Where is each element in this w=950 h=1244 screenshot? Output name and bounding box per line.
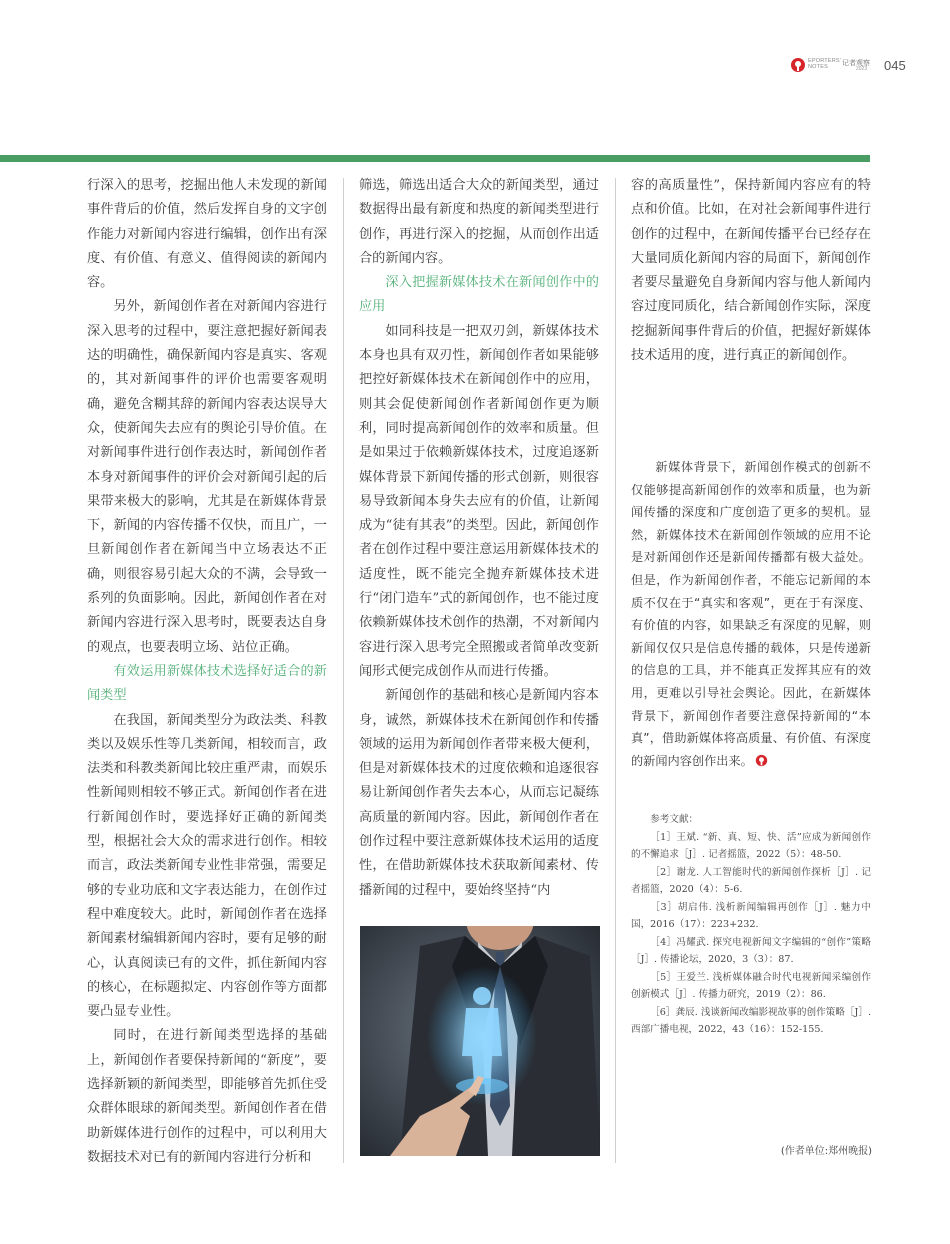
column-divider	[615, 178, 616, 1163]
conclusion-block	[631, 456, 871, 772]
paragraph: 同时，在进行新闻类型选择的基础上，新闻创作者要保持新闻的“新度”，要选择新颖的新闻类型，即能够首先抓住受众群体眼球的新闻类型。新闻创作者在借助新媒体进行创作的过程中，可以利用大数据技术对已有的新闻内容进行分析和	[87, 1028, 327, 1165]
section-heading: 有效运用新媒体技术选择好适合的新闻类型	[87, 663, 327, 704]
paragraph: 另外，新闻创作者在对新闻内容进行深入思考的过程中，要注意把握好新闻表达的明确性，确保新闻内容是真实、客观的，其对新闻事件的评价也需要客观明确，避免含糊其辞的新闻内容表达误导大众，使新闻失去应有的舆论引导价值。在对新闻事件进行创作表达时，新闻创作者本身对新闻事件的评价会对新闻引起的后果带来极大的影响，尤其是在新媒体背景下，新闻的内容传播不仅快，而且广，一旦新闻创作者在新闻当中立场表达不正确，则很容易引起大众的不满，会导致一系列的负面影响。因此，新闻创作者在对新闻内容进行深入思考时，既要表达自身的观点，也要表明立场、站位正确。	[87, 299, 327, 655]
magazine-logo-icon	[790, 57, 806, 73]
logo-text: EPORTERS' NOTES	[808, 58, 842, 70]
paragraph: 容的高质量性”，保持新闻内容应有的特点和价值。比如，在对社会新闻事件进行创作的过程中，在新闻传播平台已经存在大量同质化新闻内容的局面下，新闻创作者要尽量避免自身新闻内容与他人新闻内容过度同质化，结合新闻创作实际，深度挖掘新闻事件背后的价值，把握好新媒体技术适用的度，进行真正的新闻创作。	[631, 178, 871, 364]
paragraph: 筛选，筛选出适合大众的新闻类型，通过数据得出最有新度和热度的新闻类型进行创作，再进行深入的挖掘，从而创作出适合的新闻内容。	[359, 178, 599, 266]
paragraph: 行深入的思考，挖掘出他人未发现的新闻事件背后的价值，然后发挥自身的文字创作能力对新闻内容进行编辑，创作出有深度、有价值、有意义、值得阅读的新闻内容。	[87, 178, 327, 291]
column-1	[87, 174, 327, 1170]
reference-item: ［5］王爱兰. 浅析媒体融合时代电视新闻采编创作创新模式［J］. 传播力研究，2019（2）：86.	[631, 971, 871, 1000]
end-mark-icon	[755, 754, 768, 767]
section-heading: 深入把握新媒体技术在新闻创作中的应用	[359, 275, 599, 315]
column-3	[631, 174, 871, 368]
paragraph: 新闻创作的基础和核心是新闻内容本身，诚然，新媒体技术在新闻创作和传播领域的运用为新闻创作者带来极大便利，但是对新媒体技术的过度依赖和追逐很容易让新闻创作者失去本心，从而忘记凝练高质量的新闻内容。因此，新闻创作者在创作过程中要注意新媒体技术运用的适度性，在借助新媒体技术获取新闻素材、传播新闻的过程中，要始终坚持“内	[359, 688, 599, 898]
header-divider-bar	[0, 155, 870, 162]
page-number: 045	[884, 58, 906, 73]
conclusion-paragraph: 新媒体背景下，新闻创作模式的创新不仅能够提高新闻创作的效率和质量，也为新闻传播的深度和广度创造了更多的契机。显然，新媒体技术在新闻创作领域的应用不论是对新闻创作还是新闻传播都有极大益处。但是，作为新闻创作者，不能忘记新闻的本质不仅在于“真实和客观”，更在于有深度、有价值的内容，如果缺乏有深度的见解，则新闻仅仅只是信息传播的载体，只是传递新的信息的工具，并不能真正发挥其应有的效用，更难以引导社会舆论。因此，在新媒体背景下，新闻创作者要注意保持新闻的“本真”，借助新媒体将高质量、有价值、有深度的新闻内容创作出来。	[631, 460, 871, 768]
paragraph: 在我国，新闻类型分为政法类、科教类以及娱乐性等几类新闻，相较而言，政法类和科教类新闻比较庄重严肃，而娱乐性新闻则相较不够正式。新闻创作者在进行新闻创作时，要选择好正确的新闻类型，根据社会大众的需求进行创作。相较而言，政法类新闻专业性非常强，需要足够的专业功底和文字表达能力，在创作过程中难度较大。此时，新闻创作者在选择新闻素材编辑新闻内容时，要有足够的耐心，认真阅读已有的文件，抓住新闻内容的核心，在标题拟定、内容创作等方面都要凸显专业性。	[87, 712, 327, 1020]
reference-item: ［1］王斌. “新、真、短、快、活”应成为新闻创作的不懈追求［J］. 记者摇篮，2022（5）：48-50.	[631, 831, 871, 860]
author-affiliation: (作者单位:郑州晚报)	[780, 1146, 872, 1157]
page-header	[790, 56, 920, 78]
reference-item: ［2］谢龙. 人工智能时代的新闻创作探析［J］. 记者摇篮，2020（4）：5-6.	[631, 866, 871, 895]
issue-year: 2023	[856, 66, 868, 72]
column-divider	[343, 178, 344, 1163]
reference-item: ［6］龚辰. 浅谈新闻改编影视故事的创作策略［J］. 西部广播电视，2022，43（16）：152-155.	[631, 1006, 871, 1035]
column-2	[359, 174, 599, 903]
magazine-title: 记者观察	[842, 59, 870, 67]
reference-item: ［4］冯耀武. 探究电视新闻文字编辑的“创作”策略［J］. 传播论坛，2020，3（3）：87.	[631, 936, 871, 965]
references-title: 参考文献：	[650, 814, 699, 825]
illustration-photo	[360, 926, 600, 1156]
references	[631, 811, 871, 1039]
paragraph: 如同科技是一把双刃剑，新媒体技术本身也具有双刃性，新闻创作者如果能够把控好新媒体技术在新闻创作中的应用，则其会促使新闻创作者新闻创作更为顺利，同时提高新闻创作的效率和质量。但是如果过于依赖新媒体技术，过度追逐新媒体背景下新闻传播的形式创新，则很容易导致新闻本身失去应有的价值，让新闻成为“徒有其表”的类型。因此，新闻创作者在创作过程中要注意运用新媒体技术的适度性，既不能完全抛弃新媒体技术进行“闭门造车”式的新闻创作，也不能过度依赖新媒体技术创作的热潮，不对新闻内容进行深入思考完全照搬或者简单改变新闻形式便完成创作从而进行传播。	[359, 323, 599, 679]
reference-item: ［3］胡启伟. 浅析新闻编辑再创作［J］. 魅力中国，2016（17）：223+232.	[631, 901, 871, 930]
